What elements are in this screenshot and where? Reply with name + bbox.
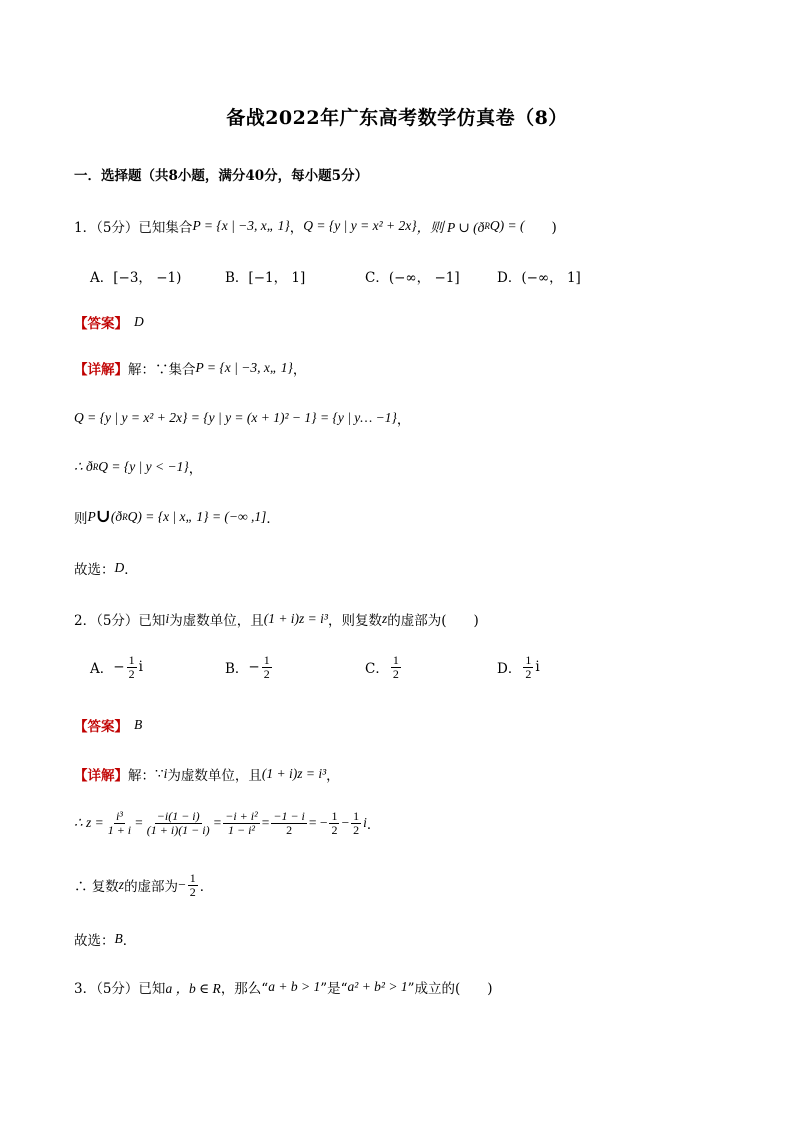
fraction: $\frac{1}{2}$ — [331, 809, 338, 837]
q1-detail-line-3: ∴ ð R Q = {y | y < −1} ， — [74, 459, 203, 477]
section-heading: 一．选择题（共8小题，满分40分，每小题5分） — [74, 168, 369, 184]
q1-detail-line-2: Q = {y | y = x² + 2x} = {y | y = (x + 1)² − 1} = {y | y… −1} ， — [74, 410, 411, 428]
fraction: $\frac{1}{2}$ — [189, 871, 196, 899]
q2-option-c[interactable]: C． $\frac{1}{2}$ — [365, 653, 399, 681]
fraction: $\frac{\text{−i + i²}}{\text{1 − i²}}$ — [225, 809, 258, 837]
q1-option-c[interactable]: C． (−∞， −1] — [365, 270, 460, 286]
fraction: $\frac{1}{2}$ — [392, 653, 399, 681]
fraction: $\frac{1}{2}$ — [353, 809, 360, 837]
fraction: $\frac{1}{2}$ — [128, 653, 135, 681]
fraction: $\frac{\text{i³}}{1 + i}$ — [107, 809, 132, 837]
q1-detail-line-4: 则 P ∪ (ð R Q) = {x | x„ 1} = (−∞ ,1] ． — [74, 506, 280, 527]
q2-conclusion: 故选： B ． — [74, 931, 137, 949]
fraction: $\frac{1}{2}$ — [525, 653, 532, 681]
q2-imag-part: ∴ 复数 z 的虚部为 − $\frac{1}{2}$ ． — [74, 871, 214, 899]
q2-detail-line-1: 【详解】 解： ∵ i 为虚数单位，且 (1 + i)z = i³ ， — [74, 766, 340, 784]
q1-detail-line-1: 【详解】 解： ∵集合 P = {x | −3, x„ 1} ， — [74, 360, 307, 378]
q2-option-d[interactable]: D． $\frac{1}{2}$ i — [497, 653, 540, 681]
question-3-stem: 3．（5分）已知 a ，b ∈ R ，那么“ a + b > 1 ”是“ a² + b² > 1 ”成立的( ) — [74, 979, 493, 997]
q2-calculation: ∴ z = $\frac{\text{i³}}{1 + i}$ = $\frac{-i(1 - i)}{(1 + i)(1 - i)}$ = $\frac{\text{−i + i²}}{\text{1 − i²}}$ = $\frac{-1 - i}{2}$ = − $\frac{1}{2}$ − $\frac{1}{2}$ i ． — [74, 809, 381, 837]
q1-option-d[interactable]: D． (−∞， 1] — [497, 270, 581, 286]
q2-option-b[interactable]: B． − $\frac{1}{2}$ — [225, 653, 270, 681]
question-1-stem: 1．（5分）已知集合 P = {x | −3, x„ 1} ， Q = {y | y = x² + 2x} ，则 P ∪ (ð R Q) = ( ) — [74, 218, 557, 236]
q1-conclusion: 故选： D ． — [74, 560, 138, 578]
question-2-stem: 2．（5分）已知 i 为虚数单位，且 (1 + i)z = i³ ，则复数 z 的虚部为( ) — [74, 611, 479, 629]
fraction: $\frac{-1 - i}{2}$ — [273, 809, 305, 837]
page-title: 备战2022年广东高考数学仿真卷（8） — [226, 107, 568, 129]
fraction: $\frac{1}{2}$ — [263, 653, 270, 681]
q1-answer: 【答案】 D — [74, 314, 144, 332]
q2-answer: 【答案】 B — [74, 717, 143, 735]
q1-option-a[interactable]: A． [−3， −1) — [90, 270, 182, 286]
q1-option-b[interactable]: B． [−1， 1] — [225, 270, 306, 286]
q2-option-a[interactable]: A． − $\frac{1}{2}$ i — [90, 653, 143, 681]
fraction: $\frac{-i(1 - i)}{(1 + i)(1 - i)}$ — [146, 809, 210, 837]
